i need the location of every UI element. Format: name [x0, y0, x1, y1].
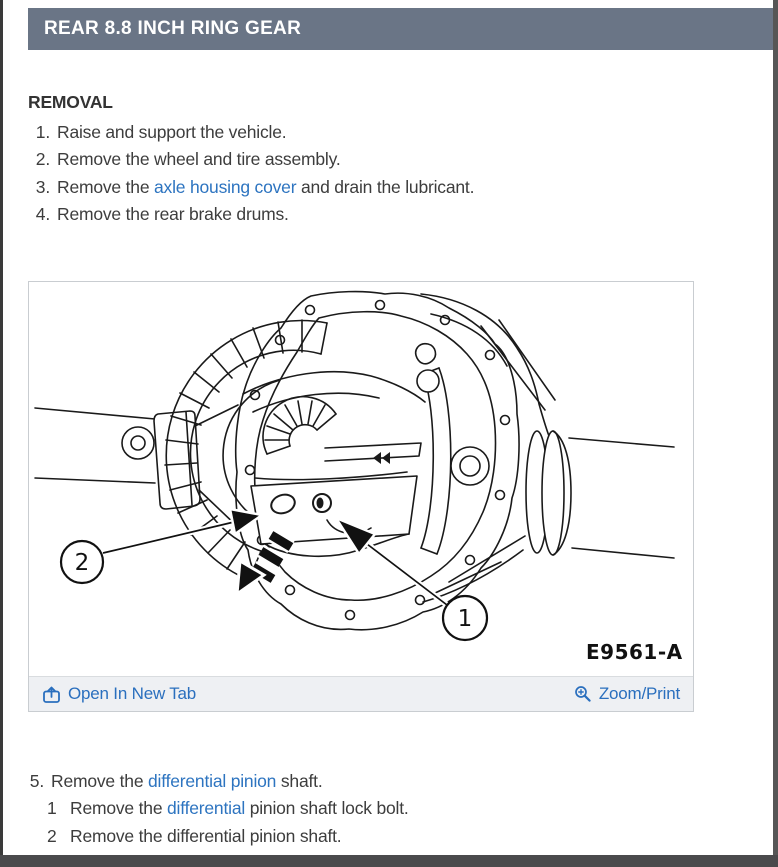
step-text-pre: Remove the: [51, 771, 149, 791]
substep-2: [47, 823, 409, 850]
step-1: [28, 119, 474, 146]
callout-1-label: 1: [457, 606, 473, 632]
removal-steps-after-figure: [28, 768, 409, 850]
step-number: 4.: [35, 204, 50, 225]
axle-housing-cover-link[interactable]: axle housing cover: [154, 176, 297, 197]
step-5: [28, 768, 409, 795]
step-text-pre: Remove the: [70, 798, 168, 819]
differential-pinion-link[interactable]: differential pinion: [148, 771, 277, 791]
step-2: [28, 146, 474, 173]
step-text: [57, 146, 341, 173]
section-title-bar: [28, 8, 773, 50]
step-number: 1.: [35, 122, 50, 142]
window-border-bottom: [0, 855, 778, 867]
substep-number: 1: [47, 798, 57, 819]
figure-panel: [28, 281, 694, 712]
step-text-pre: Remove the wheel and tire assembly.: [57, 149, 341, 170]
substep-text: [70, 823, 341, 850]
step-text-post: pinion shaft lock bolt.: [245, 798, 409, 819]
step-text-pre: Remove the differential pinion shaft.: [70, 825, 342, 846]
step-number: 3.: [35, 176, 50, 197]
left-axle-tube: [35, 405, 241, 530]
step-text-post: and drain the lubricant.: [296, 176, 475, 197]
step-text-pre: Remove the rear brake drums.: [57, 204, 289, 225]
open-in-new-tab-button[interactable]: [42, 684, 196, 704]
step-number: 2.: [35, 149, 50, 170]
open-in-new-tab-label: Open In New Tab: [68, 684, 197, 703]
step-4: [28, 201, 474, 228]
differential-link[interactable]: differential: [167, 798, 246, 819]
substep-number: 2: [47, 825, 57, 846]
pinion-shaft-lock-bolt: [313, 494, 331, 512]
removal-heading: REMOVAL: [28, 92, 113, 112]
window-border-left: [0, 0, 3, 867]
step-text: [57, 201, 289, 228]
callout-2-label: 2: [74, 550, 90, 576]
removal-steps-list: [28, 119, 474, 229]
substep-text: [70, 795, 409, 822]
step-number: 5.: [29, 771, 44, 791]
differential-diagram: [29, 282, 693, 676]
step-text-post: shaft.: [276, 771, 323, 791]
zoom-print-button[interactable]: [574, 684, 680, 704]
step-3: [28, 174, 474, 201]
step-text: [57, 119, 286, 146]
zoom-print-label: Zoom/Print: [598, 684, 680, 703]
step-text-pre: Raise and support the vehicle.: [57, 122, 287, 142]
open-in-new-tab-icon: [42, 685, 61, 704]
figure-toolbar: [29, 676, 693, 711]
figure-code: E9561-A: [586, 640, 683, 664]
step-text: [51, 768, 322, 795]
step-text: [57, 174, 474, 201]
page-title: REAR 8.8 INCH RING GEAR: [44, 18, 302, 39]
zoom-magnifier-icon: [574, 685, 592, 703]
window-border-right: [773, 0, 778, 867]
step-text-pre: Remove the: [57, 176, 155, 197]
substep-1: [47, 795, 409, 822]
